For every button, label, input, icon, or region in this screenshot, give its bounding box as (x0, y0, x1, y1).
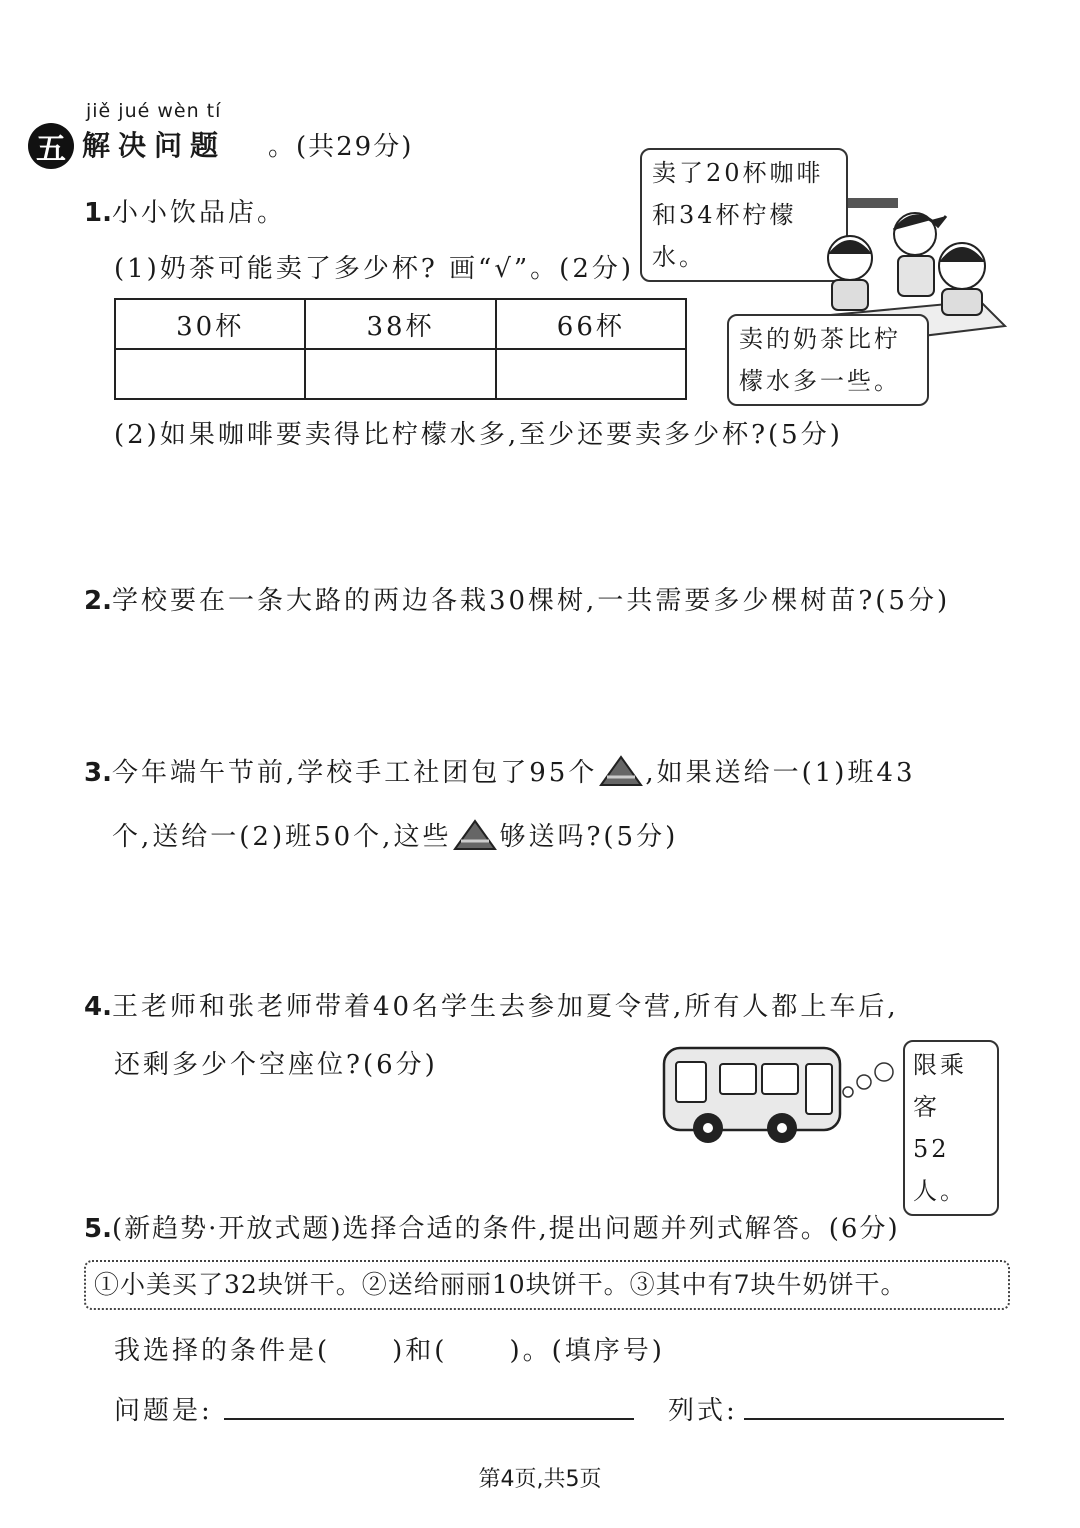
zongzi-icon (451, 819, 499, 853)
q5-heading (84, 1208, 900, 1245)
option-label: 30杯 (115, 299, 305, 349)
choose-label: 我选择的条件是( (114, 1336, 331, 1366)
formula-answer-line[interactable] (744, 1418, 1004, 1420)
option-answer-cell[interactable] (496, 349, 686, 399)
zongzi-icon (597, 755, 645, 789)
bubble-left-line: 和34杯柠檬水。 (652, 201, 797, 271)
q5-choose-line (114, 1330, 665, 1367)
q4-line2: 还剩多少个空座位?(6分) (114, 1050, 438, 1080)
option-answer-cell[interactable] (115, 349, 305, 399)
question-answer-line[interactable] (224, 1418, 634, 1420)
q4-number: 4. (84, 992, 112, 1022)
choose-label: )和( (392, 1336, 448, 1366)
bus-speech-bubble (903, 1040, 999, 1216)
q1-title: 小小饮品店。 (111, 198, 286, 228)
formula-label: 列式: (668, 1396, 738, 1426)
q3-text: ,如果送给一(1)班43 (645, 758, 916, 788)
kid-body-icon (832, 280, 868, 310)
q5-text: (新趋势·开放式题)选择合适的条件,提出问题并列式解答。(6分) (111, 1214, 900, 1244)
q1-heading (84, 192, 286, 229)
bus-bubble-line: 52人。 (913, 1135, 967, 1205)
section-score: 。(共29分) (268, 132, 414, 162)
q4-text: 王老师和张老师带着40名学生去参加夏令营,所有人都上车后, (111, 992, 899, 1022)
bubble-right-line: 卖的奶茶比柠 (739, 325, 901, 353)
bubble-right-line: 檬水多一些。 (739, 367, 901, 395)
page-footer: 第4页,共5页 (478, 1467, 602, 1492)
q3-text: 个,送给一(2)班50个,这些 (112, 822, 452, 852)
bus-illustration (660, 1040, 905, 1150)
kid-body-icon (898, 256, 934, 296)
choose-label: )。(填序号) (509, 1336, 665, 1366)
q1-sub2: (2)如果咖啡要卖得比柠檬水多,至少还要卖多少杯?(5分) (114, 420, 843, 450)
q4-line1 (84, 986, 899, 1023)
q3-line2 (112, 816, 678, 853)
option-label: 38杯 (305, 299, 495, 349)
section-badge: 五 (28, 123, 74, 169)
q2-text: 学校要在一条大路的两边各栽30棵树,一共需要多少棵树苗?(5分) (111, 586, 951, 616)
option-label: 66杯 (496, 299, 686, 349)
q2 (84, 580, 950, 617)
q2-number: 2. (84, 586, 112, 616)
option-answer-cell[interactable] (305, 349, 495, 399)
q1-sub1: (1)奶茶可能卖了多少杯? 画“√”。(2分) (114, 254, 635, 284)
q5-number: 5. (84, 1214, 112, 1244)
q1-options-table (114, 298, 687, 400)
q1-number: 1. (84, 198, 112, 228)
section-title: 解决问题 (82, 129, 227, 162)
bus-bubble-line: 限乘客 (913, 1051, 967, 1121)
q1-speech-bubble-right (727, 314, 929, 406)
q3-number: 3. (84, 758, 112, 788)
q5-conditions-box: ①小美买了32块饼干。②送给丽丽10块饼干。③其中有7块牛奶饼干。 (84, 1260, 1010, 1310)
q3-text: 够送吗?(5分) (499, 822, 679, 852)
section-pinyin: jiě jué wèn tí (86, 100, 222, 122)
q3-text: 今年端午节前,学校手工社团包了95个 (111, 758, 598, 788)
counter-sign (848, 198, 898, 208)
q3-line1 (84, 752, 916, 789)
bubble-left-line: 卖了20杯咖啡 (652, 159, 824, 187)
question-label: 问题是: (114, 1396, 213, 1426)
kid-body-icon (942, 289, 982, 315)
